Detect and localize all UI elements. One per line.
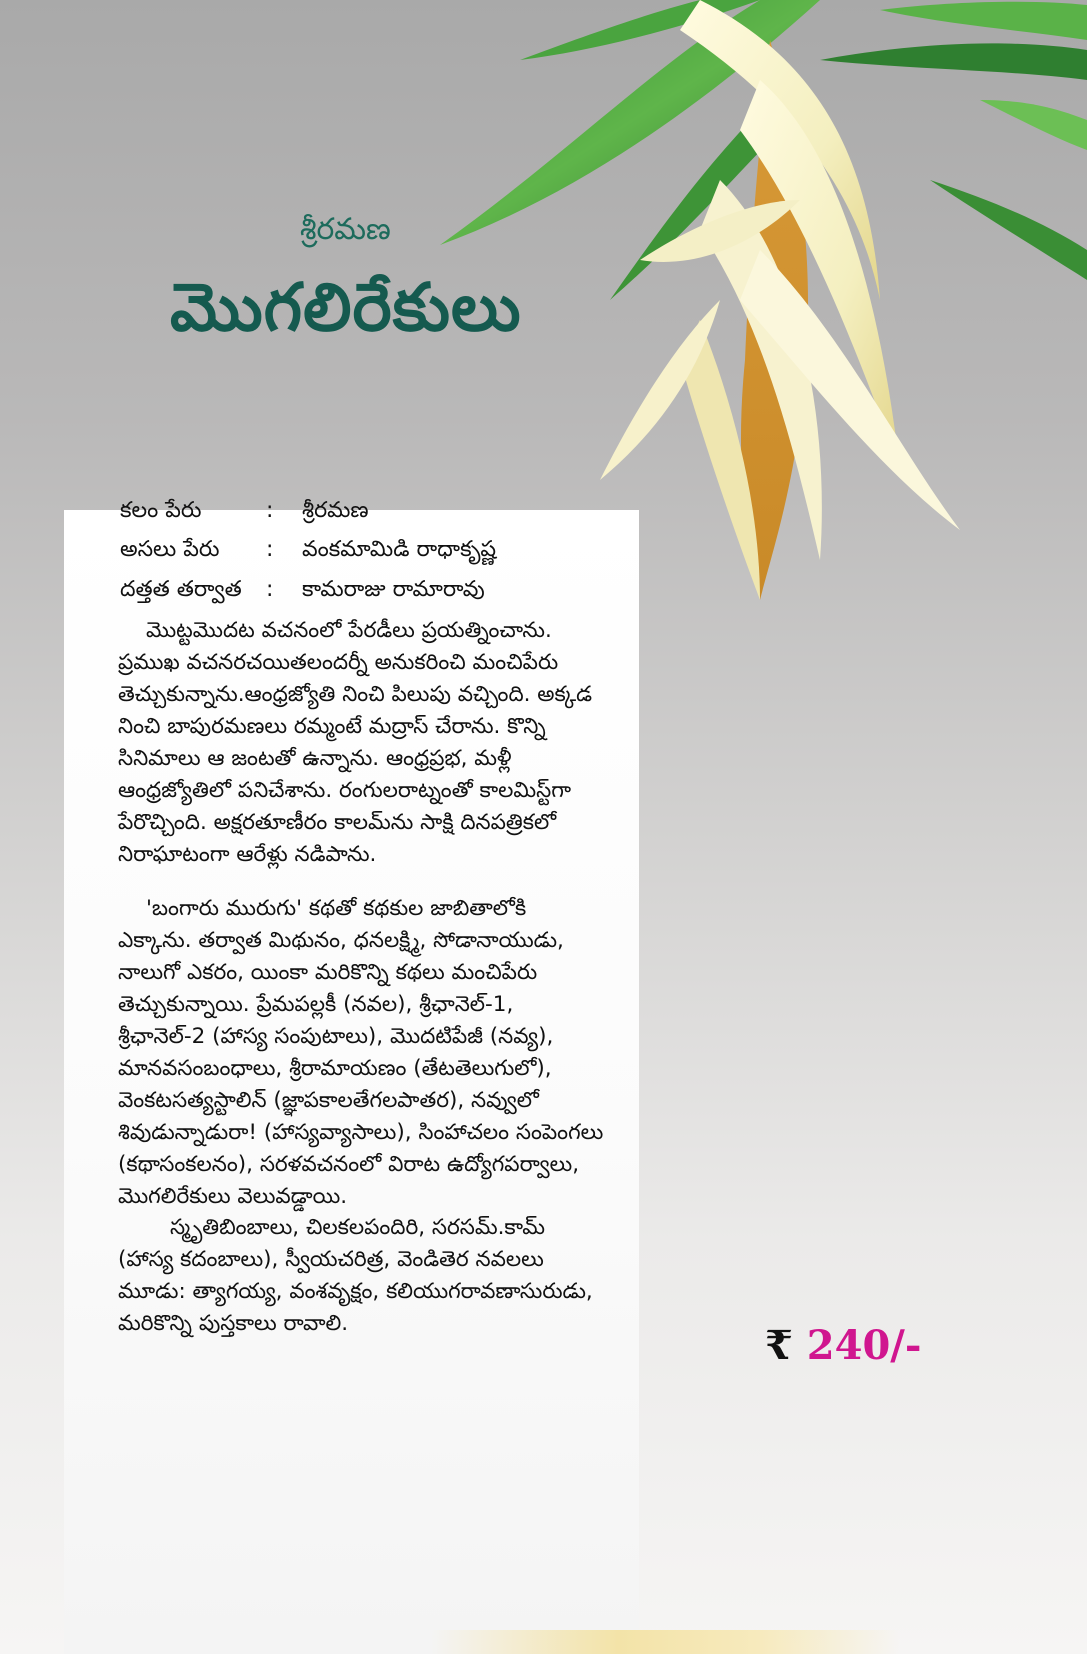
text-line: మూడు: త్యాగయ్య, వంశవృక్షం, కలియుగరావణాసురుడు, xyxy=(118,1279,593,1304)
leaf xyxy=(980,100,1087,150)
info-row-pen-name xyxy=(120,498,369,528)
price-tag xyxy=(765,1322,922,1369)
book-title: మొగలిరేకులు xyxy=(170,268,522,346)
text-line: (హాస్య కదంబాలు), స్వీయచరిత్ర, వెండితెర నవలలు xyxy=(118,1247,544,1272)
text-line: మరికొన్ని పుస్తకాలు రావాలి. xyxy=(118,1311,349,1336)
text-line: ఆంధ్రజ్యోతిలో పనిచేశాను. రంగులరాట్నంతో కాలమిస్ట్‌గా xyxy=(118,778,572,803)
price-amount: 240/- xyxy=(806,1322,922,1369)
text-line: శివుడున్నాడురా! (హాస్యవ్యాసాలు), సింహాచలం సంపెంగలు xyxy=(118,1120,604,1145)
text-line: నిరాఘాటంగా ఆరేళ్లు నడిపాను. xyxy=(118,842,377,867)
leaf xyxy=(930,180,1087,280)
info-key: దత్తత తర్వాత xyxy=(120,577,242,602)
author-name: శ్రీరమణ xyxy=(300,212,391,247)
leaf xyxy=(820,43,1087,80)
info-key: కలం పేరు xyxy=(120,498,202,523)
text-line: ప్రముఖ వచనరచయితలందర్నీ అనుకరించి మంచిపేరు xyxy=(118,650,559,675)
bio-paragraph-1 xyxy=(118,615,638,871)
info-value: వంకమామిడి రాధాకృష్ణ xyxy=(302,537,497,562)
text-line: నాలుగో ఎకరం, యింకా మరికొన్ని కథలు మంచిపేరు xyxy=(118,960,538,985)
info-colon: : xyxy=(266,537,274,562)
bio-paragraph-2 xyxy=(118,893,638,1213)
text-line: ఎక్కాను. తర్వాత మిథునం, ధనలక్ష్మి, సోడానాయుడు, xyxy=(118,928,564,953)
info-colon: : xyxy=(266,498,274,523)
text-line: మొగలిరేకులు వెలువడ్డాయి. xyxy=(118,1184,348,1209)
text-line: (కథాసంకలనం), సరళవచనంలో విరాట ఉద్యోగపర్వాలు, xyxy=(118,1152,580,1177)
text-line: తెచ్చుకున్నాను.ఆంధ్రజ్యోతి నించి పిలుపు వచ్చింది. అక్కడ xyxy=(118,682,593,707)
text-line: వెంకటసత్యస్టాలిన్ (జ్ఞాపకాలతేగలపాతర), నవ్వులో xyxy=(118,1088,539,1113)
text-line: 'బంగారు మురుగు' కథతో కథకుల జాబితాలోకి xyxy=(146,896,527,921)
text-line: పేరొచ్చింది. అక్షరతూణీరం కాలమ్‌ను సాక్షి దినపత్రికలో xyxy=(118,810,557,835)
info-value: కామరాజు రామారావు xyxy=(302,577,485,602)
info-key: అసలు పేరు xyxy=(120,537,220,562)
text-line: శ్రీఛానెల్-2 (హాస్య సంపుటాలు), మొదటిపేజీ (నవ్య), xyxy=(118,1024,554,1049)
text-line: సినిమాలు ఆ జంటతో ఉన్నాను. ఆంధ్రప్రభ, మళ్లీ xyxy=(118,746,512,771)
rupee-symbol: ₹ xyxy=(765,1322,793,1369)
bio-paragraph-3 xyxy=(118,1212,638,1340)
info-row-adopted-name xyxy=(120,577,485,607)
leaf xyxy=(880,2,1087,40)
info-colon: : xyxy=(266,577,274,602)
info-value: శ్రీరమణ xyxy=(302,498,369,523)
flower-bottom-edge xyxy=(430,1630,900,1654)
text-line: నించి బాపురమణలు రమ్మంటే మద్రాస్ చేరాను. కొన్ని xyxy=(118,714,546,739)
text-line: మొట్టమొదట వచనంలో పేరడీలు ప్రయత్నించాను. xyxy=(146,618,552,643)
text-line: స్మృతిబింబాలు, చిలకలపందిరి, సరసమ్.కామ్ xyxy=(170,1215,546,1240)
text-line: మానవసంబంధాలు, శ్రీరామాయణం (తేటతెలుగులో), xyxy=(118,1056,552,1081)
info-row-real-name xyxy=(120,537,496,567)
text-line: తెచ్చుకున్నాయి. ప్రేమపల్లకీ (నవల), శ్రీఛానెల్-1, xyxy=(118,992,514,1017)
